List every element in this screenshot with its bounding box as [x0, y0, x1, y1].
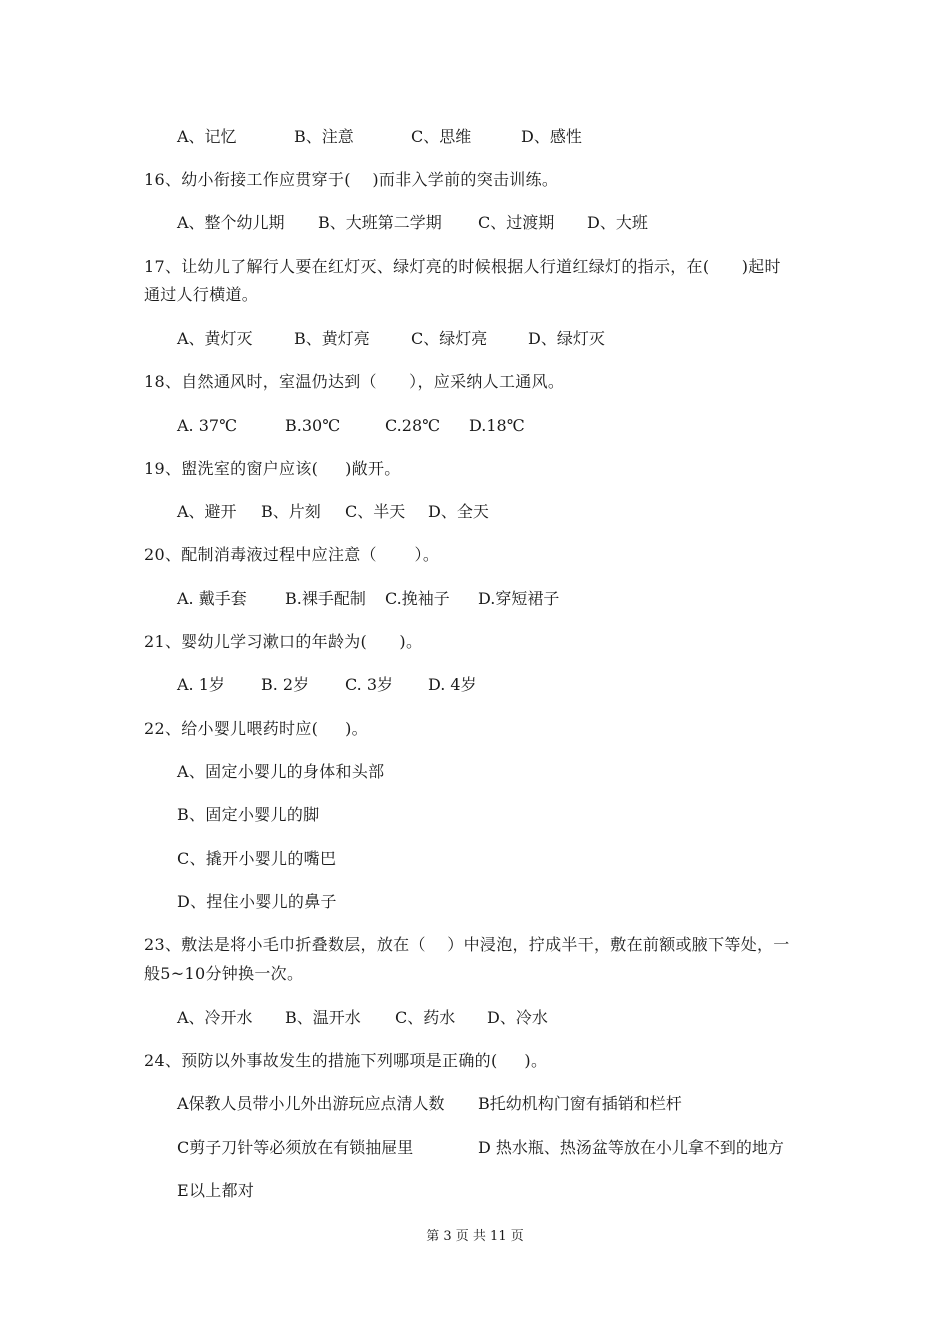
q15-options — [177, 127, 777, 147]
q23-option-c: C、药水 — [395, 1008, 456, 1027]
q22-option-d: D、捏住小婴儿的鼻子 — [177, 892, 337, 911]
q19-stem: 19、盥洗室的窗户应该( )敞开。 — [144, 459, 401, 478]
q22-option-c: C、撬开小婴儿的嘴巴 — [177, 849, 337, 868]
q22-stem: 22、给小婴儿喂药时应( )。 — [144, 719, 368, 738]
q15-option-d: D、感性 — [521, 127, 582, 146]
q17-option-c: C、绿灯亮 — [411, 329, 488, 348]
q23-option-a: A、冷开水 — [177, 1008, 253, 1027]
q24-options-row2 — [177, 1138, 802, 1158]
page-footer: 第 3 页 共 11 页 — [426, 1229, 524, 1244]
q21-options — [177, 675, 777, 695]
q23-stem-line2: 般5~10分钟换一次。 — [144, 964, 304, 983]
q19-option-b: B、片刻 — [261, 502, 321, 521]
q20-option-c: C.挽袖子 — [385, 589, 450, 608]
q24-option-d: D 热水瓶、热汤盆等放在小儿拿不到的地方 — [478, 1138, 784, 1157]
q16-option-a: A、整个幼儿期 — [177, 213, 285, 232]
q21-option-a: A. 1岁 — [177, 675, 225, 694]
q24-options-row1 — [177, 1094, 797, 1114]
q18-stem: 18、自然通风时，室温仍达到（ ），应采纳人工通风。 — [144, 372, 565, 391]
q17-option-a: A、黄灯灭 — [177, 329, 253, 348]
q24-option-e: E以上都对 — [177, 1181, 255, 1200]
q18-option-c: C.28℃ — [385, 416, 441, 435]
q17-option-b: B、黄灯亮 — [294, 329, 370, 348]
q22-option-b: B、固定小婴儿的脚 — [177, 805, 320, 824]
q22-option-a: A、固定小婴儿的身体和头部 — [177, 762, 385, 781]
q21-stem: 21、婴幼儿学习漱口的年龄为( )。 — [144, 632, 423, 651]
q19-option-a: A、避开 — [177, 502, 237, 521]
q24-option-b: B托幼机构门窗有插销和栏杆 — [478, 1094, 682, 1113]
q15-option-b: B、注意 — [294, 127, 354, 146]
q21-option-c: C. 3岁 — [345, 675, 394, 694]
q18-option-d: D.18℃ — [469, 416, 525, 435]
q24-stem: 24、预防以外事故发生的措施下列哪项是正确的( )。 — [144, 1051, 548, 1070]
q20-option-d: D.穿短裙子 — [478, 589, 560, 608]
q20-stem: 20、配制消毒液过程中应注意（ ）。 — [144, 545, 440, 564]
q15-option-c: C、思维 — [411, 127, 472, 146]
q15-option-a: A、记忆 — [177, 127, 237, 146]
q20-option-a: A. 戴手套 — [177, 589, 247, 608]
q18-options — [177, 416, 777, 436]
q23-stem-line1: 23、敷法是将小毛巾折叠数层，放在（ ）中浸泡，拧成半干，敷在前额或腋下等处，一 — [144, 935, 790, 954]
q16-option-c: C、过渡期 — [478, 213, 555, 232]
q21-option-b: B. 2岁 — [261, 675, 310, 694]
q19-option-d: D、全天 — [428, 502, 489, 521]
q23-option-b: B、温开水 — [285, 1008, 361, 1027]
q20-option-b: B.裸手配制 — [285, 589, 366, 608]
q17-options — [177, 329, 777, 349]
q16-options — [177, 213, 777, 233]
q18-option-a: A. 37℃ — [177, 416, 237, 435]
q16-stem: 16、幼小衔接工作应贯穿于( )而非入学前的突击训练。 — [144, 170, 559, 189]
q18-option-b: B.30℃ — [285, 416, 341, 435]
q24-option-a: A保教人员带小儿外出游玩应点清人数 — [177, 1094, 445, 1113]
q20-options — [177, 589, 777, 609]
q16-option-b: B、大班第二学期 — [318, 213, 442, 232]
q23-option-d: D、冷水 — [487, 1008, 548, 1027]
q21-option-d: D. 4岁 — [428, 675, 477, 694]
q24-option-c: C剪子刀针等必须放在有锁抽屉里 — [177, 1138, 414, 1157]
q19-option-c: C、半天 — [345, 502, 406, 521]
q16-option-d: D、大班 — [587, 213, 648, 232]
q17-stem-line2: 通过人行横道。 — [144, 285, 259, 304]
q23-options — [177, 1008, 777, 1028]
q17-option-d: D、绿灯灭 — [528, 329, 605, 348]
q19-options — [177, 502, 777, 522]
q17-stem-line1: 17、让幼儿了解行人要在红灯灭、绿灯亮的时候根据人行道红绿灯的指示，在( )起时 — [144, 257, 781, 276]
